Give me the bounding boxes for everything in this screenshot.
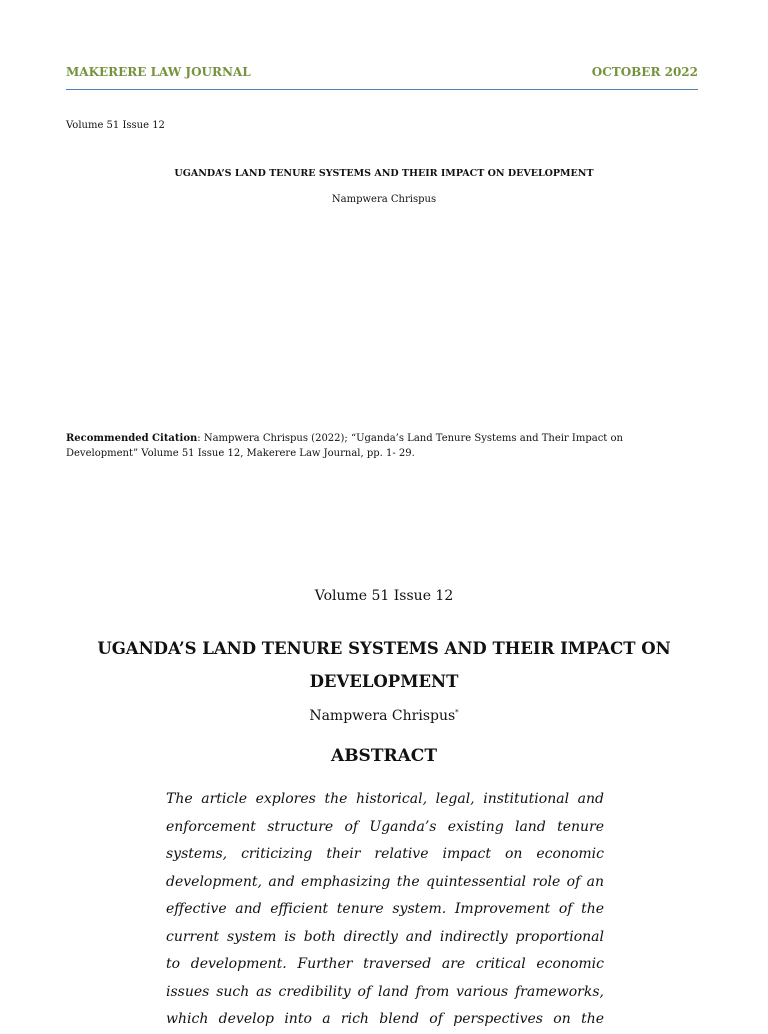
abstract-heading: ABSTRACT (331, 746, 437, 766)
citation-label: Recommended Citation (66, 433, 198, 444)
recommended-citation (66, 431, 676, 461)
cover-volume: Volume 51 Issue 12 (66, 120, 165, 131)
abstract-line: which develop into a rich blend of perspectives on the (166, 1011, 604, 1027)
journal-name: MAKERERE LAW JOURNAL (66, 65, 251, 79)
abstract-line: issues such as credibility of land from various frameworks, (166, 983, 604, 1000)
abstract-line: development, and emphasizing the quintessential role of an (166, 873, 604, 890)
citation-text: : Nampwera Chrispus (2022); “Uganda’s Land Tenure Systems and Their Impact on Development” Volume 51 Issue 12, Makerere Law Journal, pp. 1- 29. (66, 433, 623, 459)
author-footnote-marker: * (455, 708, 459, 717)
article-page (0, 560, 768, 1027)
issue-date: OCTOBER 2022 (591, 65, 698, 79)
article-volume: Volume 51 Issue 12 (314, 588, 454, 604)
article-title: UGANDA’S LAND TENURE SYSTEMS AND THEIR IMPACT ON DEVELOPMENT (97, 639, 671, 691)
cover-title: UGANDA’S LAND TENURE SYSTEMS AND THEIR IMPACT ON DEVELOPMENT (174, 168, 594, 179)
abstract-body (166, 786, 604, 1034)
article-author-name: Nampwera Chrispus (309, 708, 456, 724)
abstract-line: enforcement structure of Uganda’s existing land tenure (166, 818, 604, 835)
abstract-line: The article explores the historical, legal, institutional and (166, 791, 604, 807)
abstract-line: effective and efficient tenure system. Improvement of the (166, 901, 604, 917)
cover-author: Nampwera Chrispus (331, 194, 437, 205)
abstract-line: current system is both directly and indirectly proportional (166, 928, 604, 945)
header-divider (66, 89, 698, 90)
running-header (66, 65, 698, 85)
abstract-line: to development. Further traversed are critical economic (166, 956, 604, 972)
article-author (0, 708, 768, 724)
abstract-line: systems, criticizing their relative impact on economic (166, 846, 604, 862)
